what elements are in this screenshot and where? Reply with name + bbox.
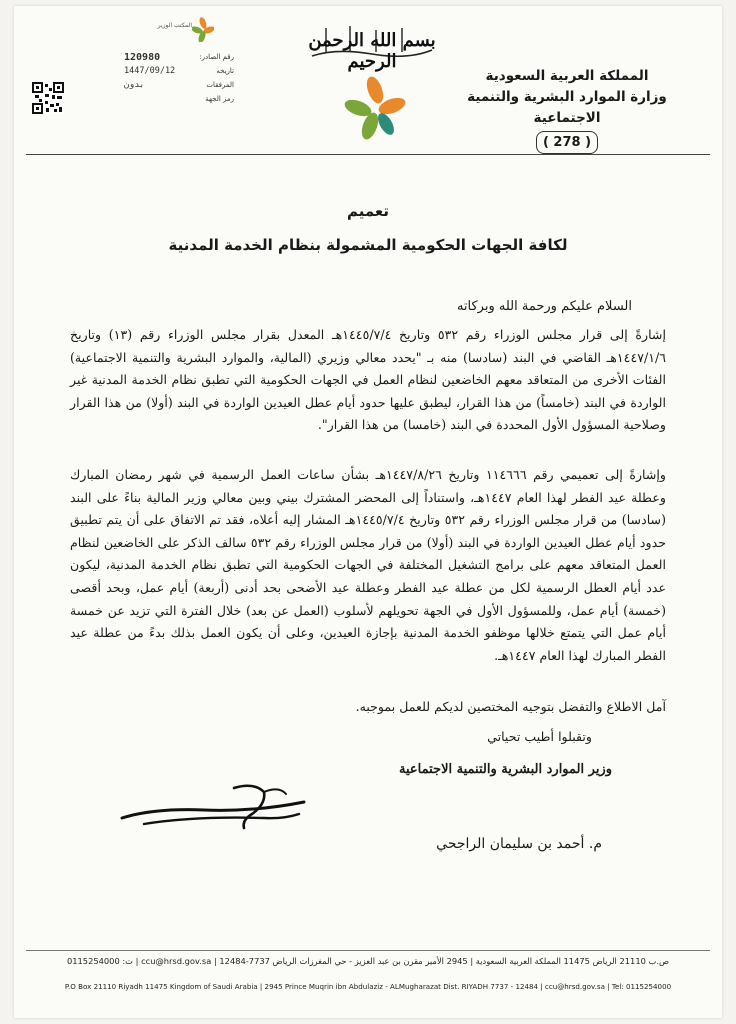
- meta-value: 120980: [124, 51, 161, 63]
- paragraph-1: إشارةً إلى قرار مجلس الوزراء رقم ٥٣٢ وتاريخ ١٤٤٥/٧/٤هـ المعدل بقرار مجلس الوزراء رقم (١٣) وتاريخ ١٤٤٧/١/٦هـ القاضي في البند (سادسا) منه بـ "يحدد معالي وزيري (المالية، والموارد البشرية والتنمية الاجتماعية) الفئات الأخرى من المتعاقد معهم الخاضعين لنظام العمل في الجهات الحكومية التي تطبق نظام الخدمة المدنية غير الواردة في البند (خامساً) من هذا القرار، ليطبق عليها حدود أيام عطل العيدين الواردة في البند (أولا) من هذا القرار وصلاحية المسؤول الأول المحددة في البند (خامسا) من هذا القرار".: [70, 327, 666, 433]
- small-logo-icon: [192, 16, 214, 42]
- paragraph-3: آمل الاطلاع والتفضل بتوجيه المختصين لديكم للعمل بموجبه.: [355, 699, 666, 714]
- closing-line: وتقبلوا أطيب تحياتي: [487, 729, 592, 744]
- meta-key: تاريخه: [216, 67, 234, 75]
- meta-key: المرفقات: [206, 81, 234, 89]
- footer-address-arabic: ص.ب 21110 الرياض 11475 المملكة العربية السعودية | 2945 الأمير مقرن بن عبد العزيز - حي المغرزات الرياض 7737-12484 | ccu@hrsd.gov.sa | ت: 0115254000: [66, 956, 670, 966]
- ministry-name: وزارة الموارد البشرية والتنمية الاجتماعية: [467, 89, 667, 126]
- handwritten-signature: [114, 778, 314, 838]
- minister-office-logo: [124, 16, 214, 46]
- paragraph-2: وإشارةً إلى تعميمي رقم ١١٤٦٦٦ وتاريخ ١٤٤٧/٨/٢٦هـ بشأن ساعات العمل الرسمية في شهر رمضان المبارك وعطلة عيد الفطر لهذا العام ١٤٤٧هـ، واستناداً إلى المحضر المشترك بيني وبين معالي وزير المالية بناءً على البند (سادسا) من قرار مجلس الوزراء رقم ٥٣٢ وتاريخ ١٤٤٥/٧/٤هـ المشار إليه أعلاه، فقد تم الاتفاق على أن يتم تطبيق حدود أيام عطل العيدين الواردة في البند (أولا) من قرار مجلس الوزراء رقم ٥٣٢ سالف الذكر على الخاضعين لنظام العمل المتعاقد معهم على برامج التشغيل المختلفة في الجهات الحكومية التي تطبق نظام الخدمة المدنية، ليكون عدد أيام العطل الرسمية لكل من عطلة عيد الفطر وعطلة عيد الأضحى بحد أدنى (أربعة) أيام عمل، وبحد أقصى (خمسة) أيام عمل، وللمسؤول الأول في الجهة تحويلهم لأسلوب (العمل عن بعد) خلال الفترة التي تزيد عن خمسة أيام عمل التي يتمتع خلالها موظفو الخدمة المدنية بإجازة العيدين، وعلى أن يكون العمل بذلك بدءً من عطلة عيد الفطر المبارك لهذا العام ١٤٤٧هـ.: [70, 467, 666, 663]
- header-divider: [26, 154, 710, 155]
- basmala-text: بسم الله الرحمن الرحيم: [308, 30, 436, 72]
- circular-title: تعميم: [346, 202, 390, 220]
- meta-row-date: [124, 64, 234, 78]
- signer-title: وزير الموارد البشرية والتنمية الاجتماعية: [398, 762, 612, 777]
- document-meta: [124, 50, 234, 106]
- minister-office-text: المكتب الوزير: [157, 22, 192, 29]
- greeting: السلام عليكم ورحمة الله وبركاته: [456, 299, 632, 314]
- meta-key: رمز الجهة: [205, 95, 234, 103]
- ministry-header: [442, 66, 692, 154]
- signer-name: م. أحمد بن سليمان الراجحي: [436, 836, 602, 852]
- meta-row-outgoing: [124, 50, 234, 64]
- meta-row-entity-code: [124, 92, 234, 106]
- basmala-calligraphy: [306, 20, 438, 72]
- footer-address-english: P.O Box 21110 Riyadh 11475 Kingdom of Saudi Arabia | 2945 Prince Muqrin ibn Abdulaziz - ALMugharazat Dist. RIYADH 7737 - 12484 | ccu@hrsd.gov.sa | Tel: 0115254000: [64, 982, 672, 991]
- meta-value: بدون: [124, 80, 145, 90]
- ministry-logo-icon: [340, 72, 410, 142]
- footer-divider: [26, 950, 710, 951]
- meta-key: رقم الصادر:: [199, 53, 234, 61]
- letter-page: [14, 6, 722, 1018]
- reference-number: ( 278 ): [536, 131, 598, 154]
- qr-code-icon: [32, 82, 64, 114]
- kingdom-name: المملكة العربية السعودية: [485, 68, 649, 84]
- circular-subtitle: لكافة الجهات الحكومية المشمولة بنظام الخدمة المدنية: [168, 236, 568, 254]
- meta-row-attachments: [124, 78, 234, 92]
- meta-value: 1447/09/12: [124, 66, 176, 76]
